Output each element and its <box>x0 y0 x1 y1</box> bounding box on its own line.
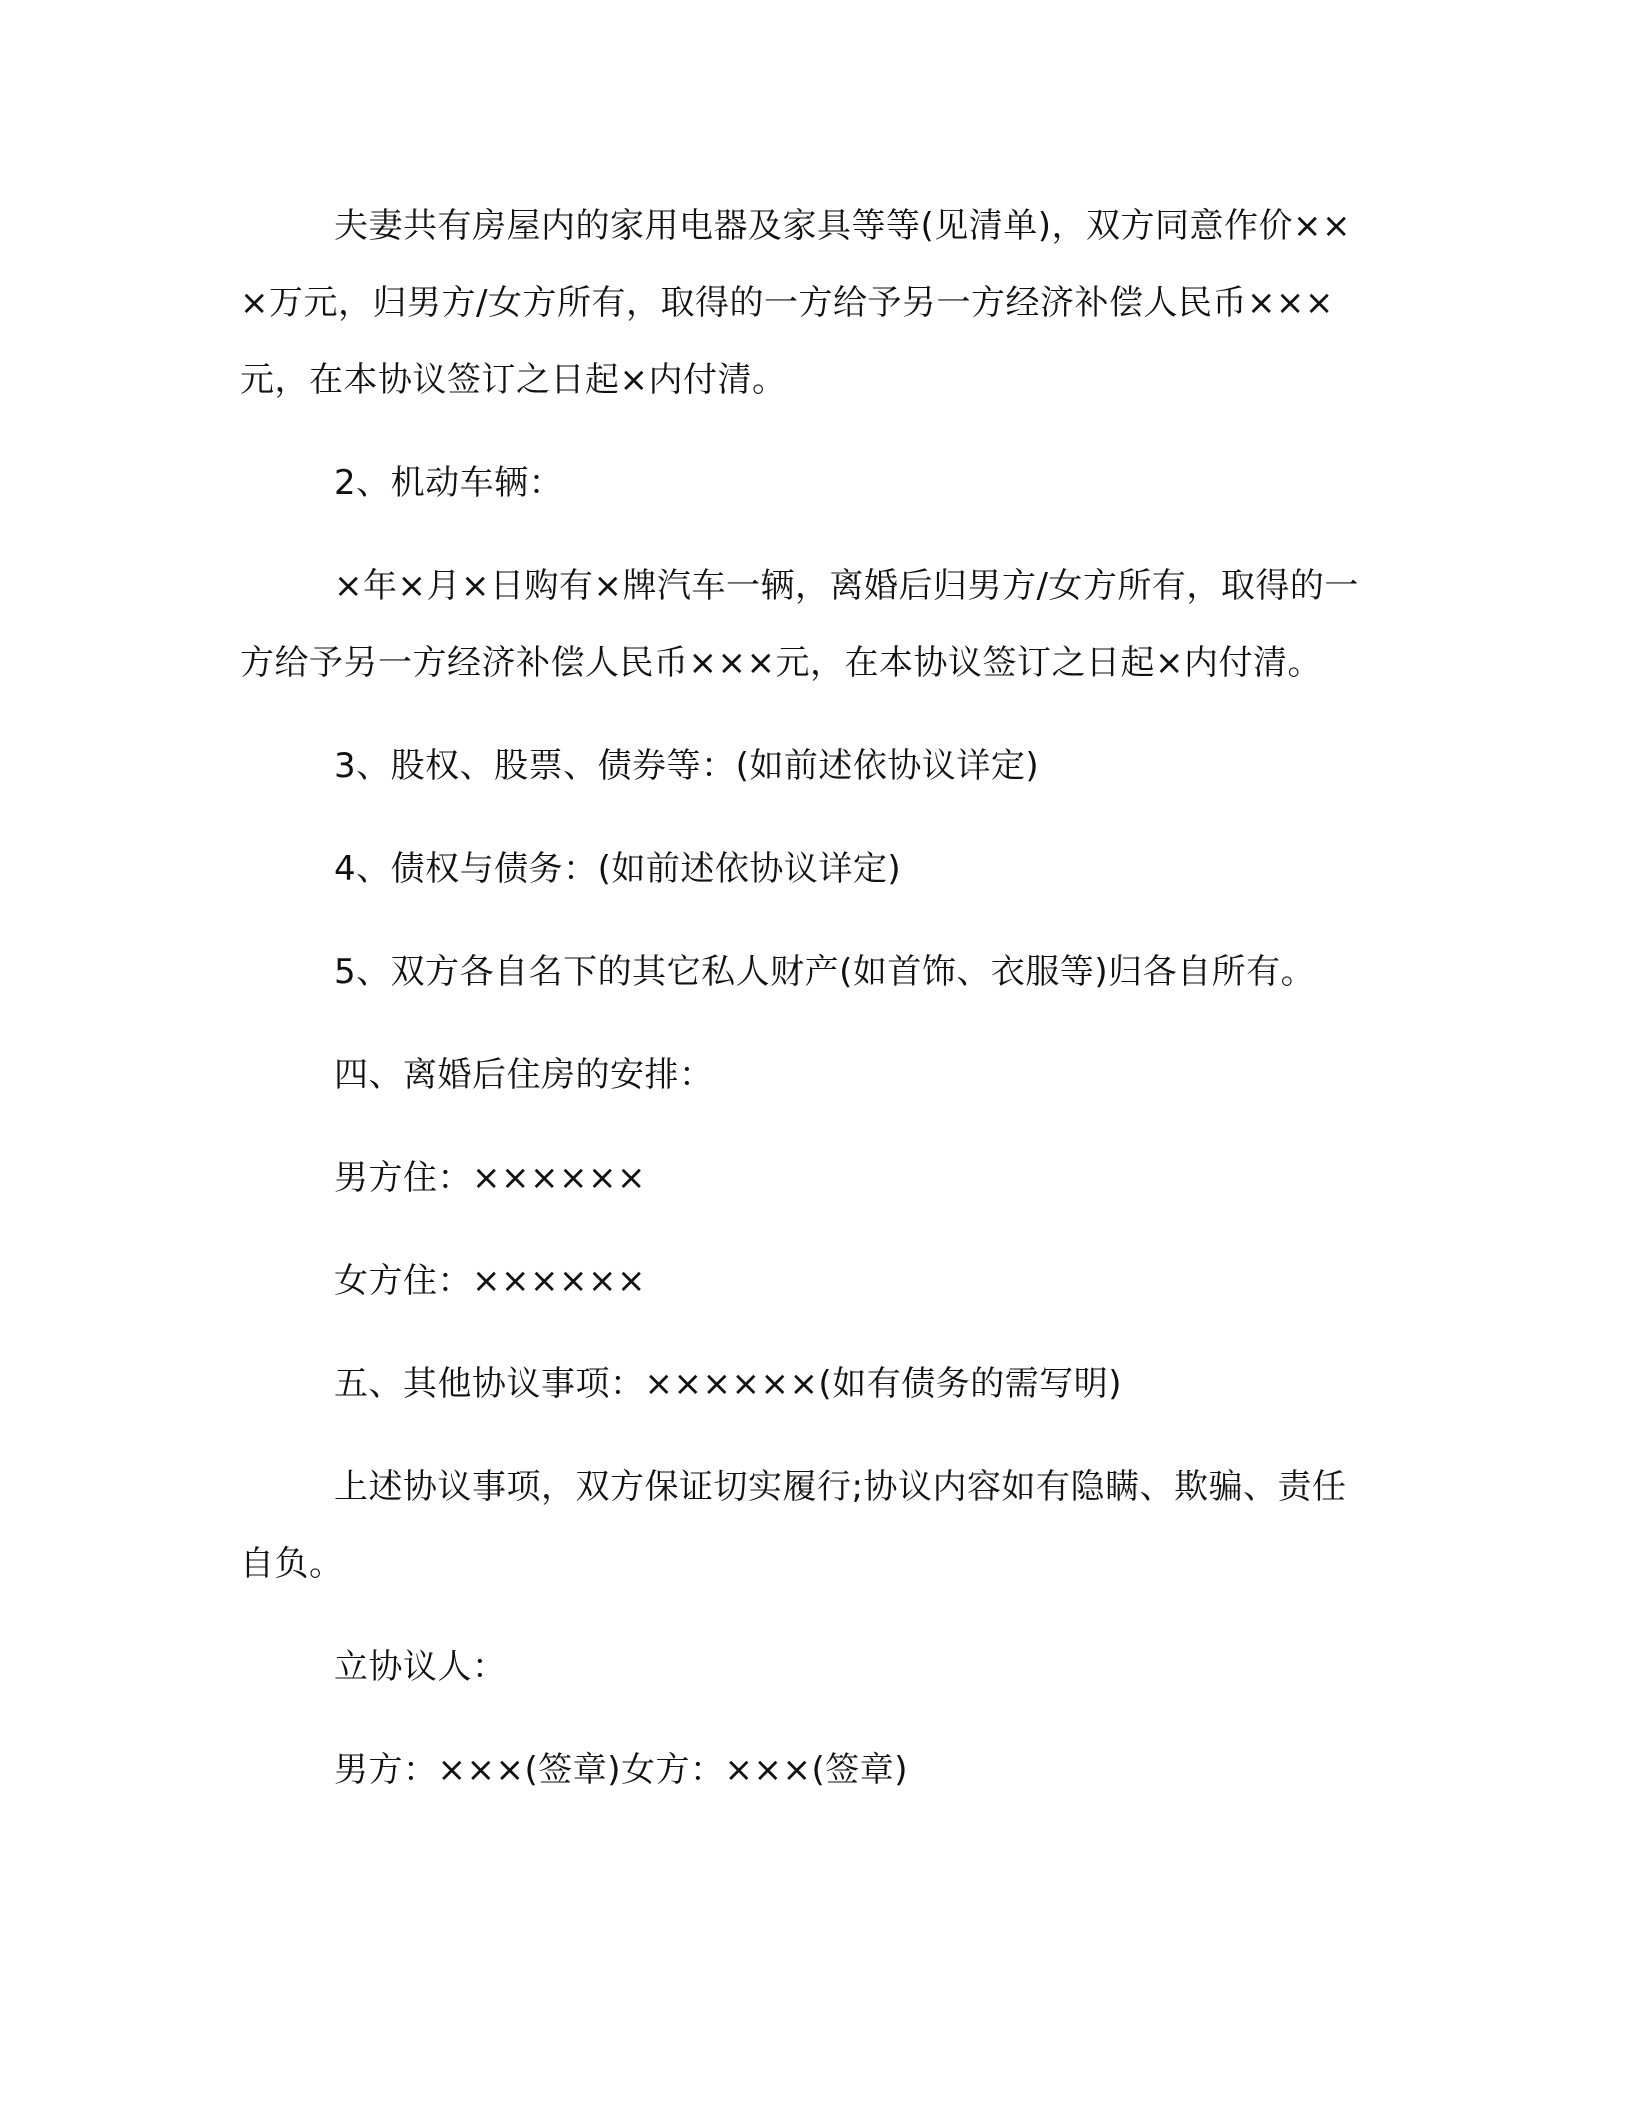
document-body <box>240 188 1370 1835</box>
signature-line: 男方：×××(签章)女方：×××(签章) <box>334 1750 908 1790</box>
heading-vehicles: 2、机动车辆： <box>334 463 564 503</box>
housing-husband: 男方住：×××××× <box>334 1158 646 1198</box>
signatories-label: 立协议人： <box>334 1647 507 1687</box>
heading-housing: 四、离婚后住房的安排： <box>334 1055 714 1095</box>
paragraph-appliances: 夫妻共有房屋内的家用电器及家具等等(见清单)，双方同意作价×××万元，归男方/女方所有，取得的一方给予另一方经济补偿人民币×××元，在本协议签订之日起×内付清。 <box>240 206 1352 400</box>
housing-wife: 女方住：×××××× <box>334 1261 646 1301</box>
paragraph-guarantee: 上述协议事项，双方保证切实履行;协议内容如有隐瞒、欺骗、责任自负。 <box>240 1467 1347 1584</box>
item-stocks: 3、股权、股票、债券等：(如前述依协议详定) <box>334 746 1040 786</box>
paragraph-vehicle: ×年×月×日购有×牌汽车一辆，离婚后归男方/女方所有，取得的一方给予另一方经济补偿人民币×××元，在本协议签订之日起×内付清。 <box>240 566 1359 683</box>
item-personal-property: 5、双方各自名下的其它私人财产(如首饰、衣服等)归各自所有。 <box>334 952 1316 992</box>
item-debts: 4、债权与债务：(如前述依协议详定) <box>334 849 902 889</box>
heading-other-matters: 五、其他协议事项：××××××(如有债务的需写明) <box>334 1364 1122 1404</box>
